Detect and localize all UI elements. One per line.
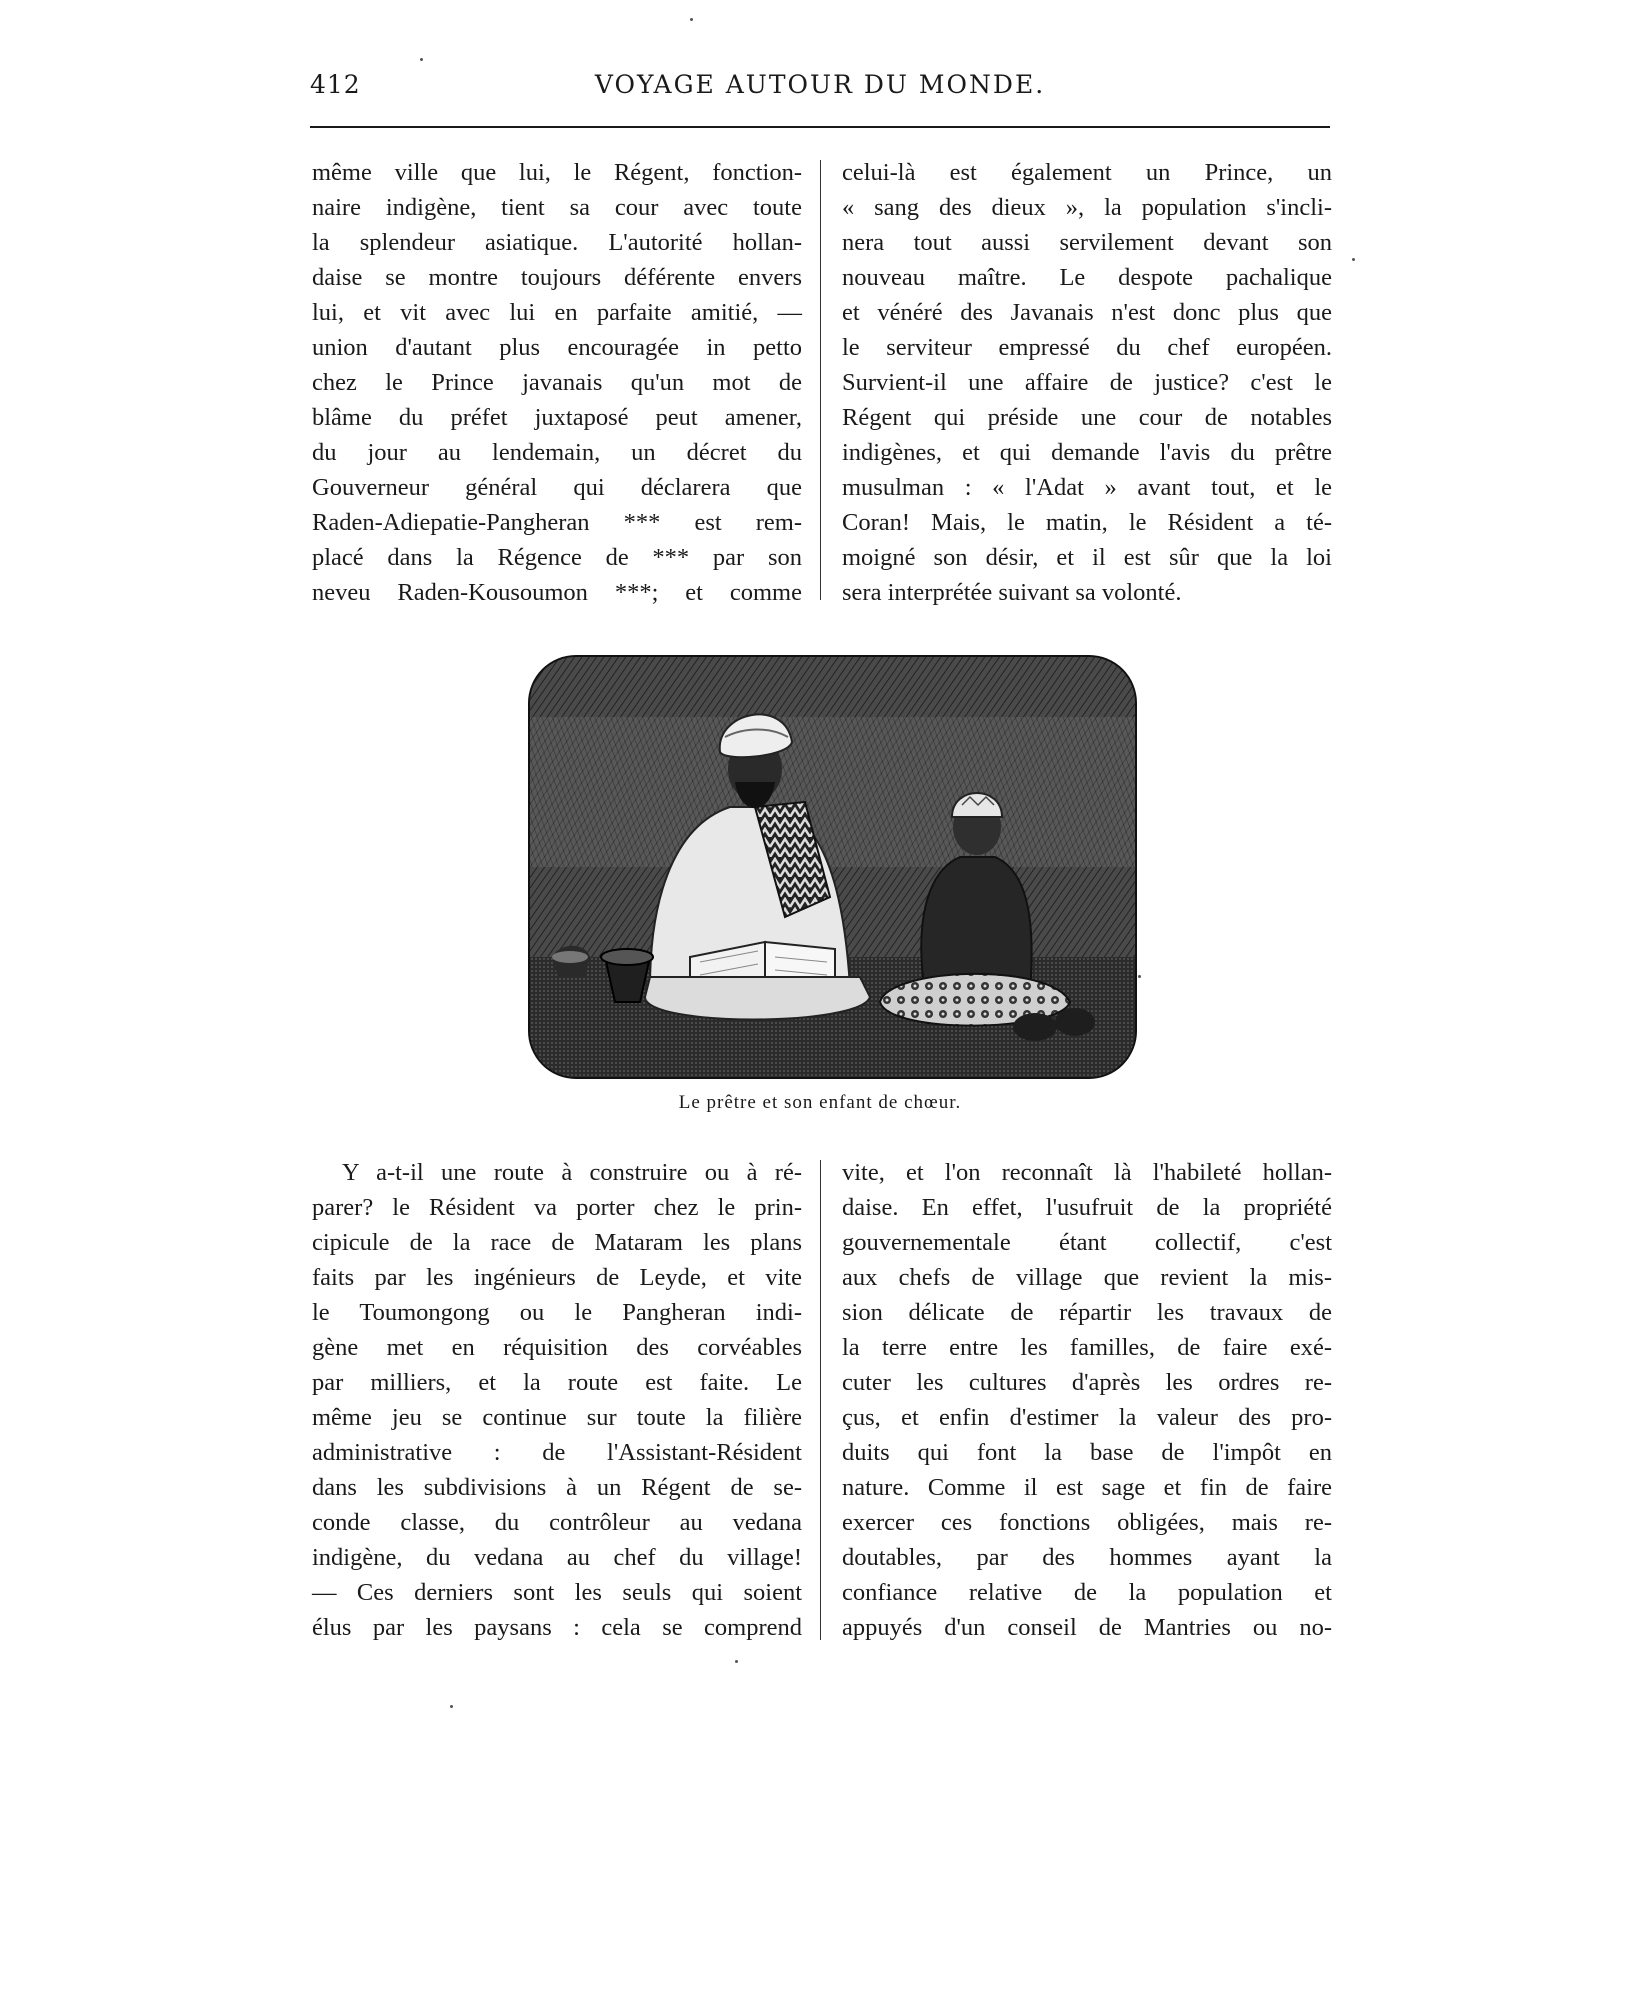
page-header: [310, 70, 1330, 110]
text-line: moigné son désir, et il est sûr que la loi: [842, 544, 1332, 571]
text-line: Raden-Adiepatie-Pangheran *** est rem-: [312, 509, 802, 536]
text-line: conde classe, du contrôleur au vedana: [312, 1509, 802, 1536]
figure-caption: Le prêtre et son enfant de chœur.: [678, 1092, 962, 1113]
text-line: du jour au lendemain, un décret du: [312, 439, 802, 466]
text-line: appuyés d'un conseil de Mantries ou no-: [842, 1614, 1332, 1641]
print-speck: [690, 18, 693, 21]
text-line: daise. En effet, l'usufruit de la propriété: [842, 1194, 1332, 1221]
column-divider-top: [820, 160, 821, 600]
text-line: Coran! Mais, le matin, le Résident a té-: [842, 509, 1332, 536]
print-speck: [420, 58, 423, 61]
print-speck: [1138, 975, 1141, 978]
bottom-right-column: [842, 1155, 1332, 1645]
top-right-column: [842, 155, 1332, 610]
text-line: indigènes, et qui demande l'avis du prêtre: [842, 439, 1332, 466]
text-line: exercer ces fonctions obligées, mais re-: [842, 1509, 1332, 1536]
text-line: gène met en réquisition des corvéables: [312, 1334, 802, 1361]
page-number: 412: [310, 70, 361, 99]
text-line: blâme du préfet juxtaposé peut amener,: [312, 404, 802, 431]
text-line: indigène, du vedana au chef du village!: [312, 1544, 802, 1571]
print-speck: [1352, 258, 1355, 261]
text-line: la terre entre les familles, de faire exé-: [842, 1334, 1332, 1361]
text-line: doutables, par des hommes ayant la: [842, 1544, 1332, 1571]
text-line: Régent qui préside une cour de notables: [842, 404, 1332, 431]
text-line: gouvernementale étant collectif, c'est: [842, 1229, 1332, 1256]
text-line: Y a-t-il une route à construire ou à ré-: [342, 1159, 802, 1186]
text-line: vite, et l'on reconnaît là l'habileté hollan-: [842, 1159, 1332, 1186]
text-line: sion délicate de répartir les travaux de: [842, 1299, 1332, 1326]
text-line: nouveau maître. Le despote pachalique: [842, 264, 1332, 291]
text-line: même ville que lui, le Régent, fonction-: [312, 159, 802, 186]
text-line: confiance relative de la population et: [842, 1579, 1332, 1606]
text-line: « sang des dieux », la population s'incli-: [842, 194, 1332, 221]
text-line: parer? le Résident va porter chez le prin-: [312, 1194, 802, 1221]
text-line: naire indigène, tient sa cour avec toute: [312, 194, 802, 221]
header-rule: [310, 126, 1330, 128]
text-line: Gouverneur général qui déclarera que: [312, 474, 802, 501]
text-line: et vénéré des Javanais n'est donc plus que: [842, 299, 1332, 326]
text-line: cuter les cultures d'après les ordres re-: [842, 1369, 1332, 1396]
text-line: placé dans la Régence de *** par son: [312, 544, 802, 571]
engraving-illustration: [528, 655, 1137, 1079]
text-line: daise se montre toujours déférente envers: [312, 264, 802, 291]
text-line: neveu Raden-Kousoumon ***; et comme: [312, 579, 802, 606]
text-line: même jeu se continue sur toute la filière: [312, 1404, 802, 1431]
text-line: union d'autant plus encouragée in petto: [312, 334, 802, 361]
text-line: musulman : « l'Adat » avant tout, et le: [842, 474, 1332, 501]
text-line: Survient-il une affaire de justice? c'est le: [842, 369, 1332, 396]
text-line: par milliers, et la route est faite. Le: [312, 1369, 802, 1396]
text-line: cipicule de la race de Mataram les plans: [312, 1229, 802, 1256]
running-title: VOYAGE AUTOUR DU MONDE.: [594, 70, 1046, 99]
text-line: le Toumongong ou le Pangheran indi-: [312, 1299, 802, 1326]
print-speck: [735, 1660, 738, 1663]
text-line: lui, et vit avec lui en parfaite amitié, —: [312, 299, 802, 326]
text-line: — Ces derniers sont les seuls qui soient: [312, 1579, 802, 1606]
top-left-column: [312, 155, 802, 610]
bottom-left-column: [312, 1155, 802, 1645]
print-speck: [450, 1705, 453, 1708]
text-line: duits qui font la base de l'impôt en: [842, 1439, 1332, 1466]
text-line: chez le Prince javanais qu'un mot de: [312, 369, 802, 396]
text-line: çus, et enfin d'estimer la valeur des pro-: [842, 1404, 1332, 1431]
column-divider-bottom: [820, 1160, 821, 1640]
text-line: nature. Comme il est sage et fin de faire: [842, 1474, 1332, 1501]
text-line: la splendeur asiatique. L'autorité hollan-: [312, 229, 802, 256]
text-line: nera tout aussi servilement devant son: [842, 229, 1332, 256]
text-line: celui-là est également un Prince, un: [842, 159, 1332, 186]
text-line: aux chefs de village que revient la mis-: [842, 1264, 1332, 1291]
text-line: dans les subdivisions à un Régent de se-: [312, 1474, 802, 1501]
text-line: sera interprétée suivant sa volonté.: [842, 579, 1182, 606]
text-line: administrative : de l'Assistant-Résident: [312, 1439, 802, 1466]
text-line: élus par les paysans : cela se comprend: [312, 1614, 802, 1641]
text-line: le serviteur empressé du chef européen.: [842, 334, 1332, 361]
text-line: faits par les ingénieurs de Leyde, et vite: [312, 1264, 802, 1291]
